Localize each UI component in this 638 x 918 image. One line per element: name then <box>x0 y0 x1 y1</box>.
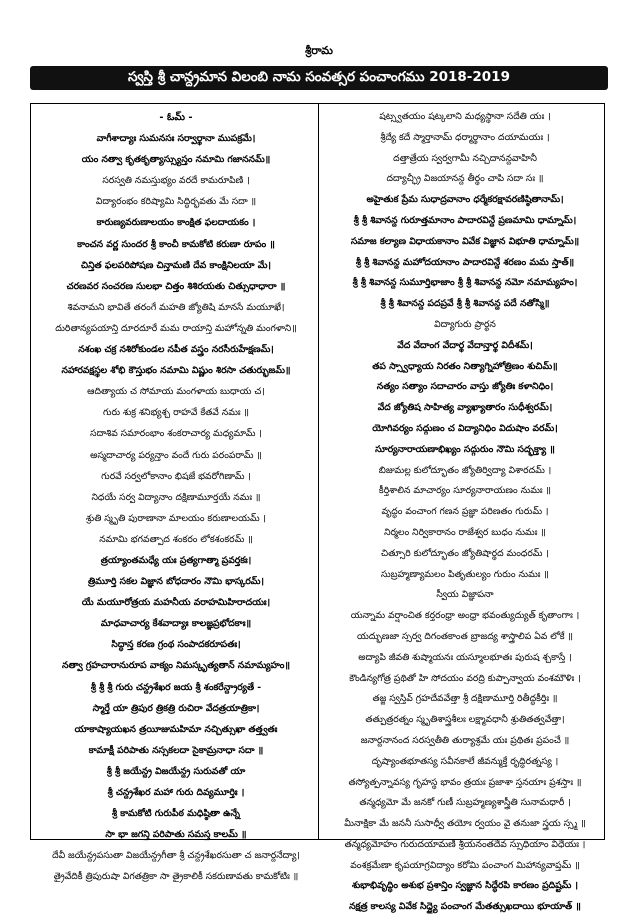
verse-line: శ్రుతి స్మృతి పురాణానా మాలయం కరుణాలయమ్ । <box>85 512 267 524</box>
verse-line: బిజుమల్ల కులోద్భూతం జ్యోతిర్విద్యా విశారదమ్ । <box>378 464 552 476</box>
verse-line: నిధయే సర్వ విద్యానాం దక్షిణామూర్తయే నమః ॥ <box>91 491 261 503</box>
verse-line: యద్భుణజా స్సర్వ దిగంతకాంత బ్రాజద్య శాస్త్రాలిప ఏవ లోకే ॥ <box>357 630 573 642</box>
verse-line: త్రయ్యాంతమధ్యే యః ప్రత్యగాత్మా ప్రవర్తకః। <box>100 554 252 566</box>
verse-line: నత్వా గ్రహచారానురూప వాక్యం నిమస్కృత్యతాన్ నమామ్యహం॥ <box>62 660 290 672</box>
verse-line: శ్రీ శ్రీ జయేన్ద్ర విజయేన్ద్ర సురువతో యా <box>106 765 246 777</box>
verse-line: దేవీ జయేన్ద్రపసుతా విజయేన్ద్రగీతా శ్రీ చన్ద్రశేఖరసుతా చ జనార్దనేద్యా। <box>52 850 300 862</box>
verse-line: శివనామని భావితే తరంగే మహతి జ్యోతిషి మానసే మయూఖే। <box>67 301 285 313</box>
verse-line: చిన్తిత ఫలపరిపోషణ చిన్తామణి దేవ కాంక్షినిలయా మే। <box>81 259 271 271</box>
verse-line: సమాజ కల్యాణ విధాయకానాం వివేక విజ్ఞాన విభూతి ధామ్నామ్॥ <box>350 235 580 247</box>
verse-line: త్రిమూర్తి సకల విజ్ఞాన బోధదారం నౌమి భాస్కరమ్। <box>87 576 264 588</box>
verse-line: విద్యారంభం కరిష్యామి సిద్ధిర్భవతు మే సదా ॥ <box>95 196 257 208</box>
verse-line: మీనాక్షికా మే జననీ సుసాధ్వీ తయోః ర్వయం వై తనుజా స్త్రయ స్స్మ ॥ <box>344 818 586 830</box>
verse-line: తప స్స్వాధ్యాయ నిరతం నిత్యాగ్నిహోత్రిణం శుచిమ్॥ <box>372 360 558 372</box>
verse-line: శ్రీ శ్రీ శివానన్ద పదప్రవే శ్రీ శ్రీ శివానన్ద పదే నతోస్మి॥ <box>380 298 550 310</box>
verse-line: శ్రీ శ్రీ శ్రీ గురు చన్ద్రశేఖర జయ శ్రీ శంకరేన్ద్రార్యతే - <box>90 681 262 693</box>
column-divider <box>318 103 319 840</box>
verse-line: దృష్యాంతభూతస్య సవీనకాలే జీవన్ముక్తే రృద్ధిరత్నస్య । <box>371 755 559 767</box>
verse-line: యాకాష్యాయఖన త్రయీజుమహిమా నచ్చిత్సుఖా తత్త్వతః <box>74 723 278 735</box>
verse-line: శ్రీ శ్రీ శివానన్ద సుమూర్తిభాజాం శ్రీ శ్రీ శివానన్ద నమో నమామ్యహం। <box>352 277 578 289</box>
verse-line: కాంచన వర్ణ సుందర శ్రీ కాంచీ కామకోటి కరుణా రూపం ॥ <box>77 238 275 250</box>
verse-line: తస్యోత్పన్నావస్య గృహస్థ భావం త్రయః ప్రజాశా స్తనయాః ప్రశస్తాః ॥ <box>348 776 582 788</box>
verse-line: నత్యం సత్యాం సదాచారం వాస్తు జ్యోతిః కళానిధిం। <box>376 381 554 393</box>
verse-line: మాధవాచార్య కేశవాద్యాః కాలజ్ఞప్రభోదకాః॥ <box>100 618 252 630</box>
title-banner <box>30 66 608 90</box>
verse-line: తన్మధ్యమోహం గురుదయామణి శ్రీయనంతదేవ స్సుధియాం విధేయః । <box>344 838 586 850</box>
verse-line: నమామి భగవత్పాద శంకరం లోకశంకరమ్ ॥ <box>99 533 253 545</box>
verse-line: సదాశివ సమారంభాం శంకరాచార్య మధ్యమామ్ । <box>90 428 262 440</box>
verse-line: విద్యాగురు ప్రార్థన <box>434 318 496 330</box>
verse-line: కామాక్షీ పరిపాతు నస్సకలదా సైకామ్రనాధా సదా ॥ <box>88 744 264 756</box>
verse-line: యే మయూరోత్రయ మహనీయ వరాహమిహిరాదయః। <box>81 597 271 609</box>
verse-line: యం నత్వా కృతకృత్యాస్స్యుస్తం నమామి గజాననమ్॥ <box>81 154 271 166</box>
verse-line: సుబ్రహ్మణ్యామలం పితృతుల్యం గురుం నుమః ॥ <box>381 568 549 580</box>
verse-line: ఆదిత్యాయ చ సోమాయ మంగళాయ బుధాయ చ। <box>87 386 265 398</box>
verse-line: శ్రీ శ్రీ శివానన్ద గురూత్తమానాం పాదారవిన్దే ప్రణమామి ధామ్నామ్। <box>353 214 577 226</box>
verse-line: సూర్యనారాయణాభిఖ్యం సద్గురుం నౌమి సద్భక్త్యా ॥ <box>375 443 555 455</box>
verse-line: వేద జ్యోతిష సాహిత్య వ్యాఖ్యాతారం సుధీశ్వరమ్। <box>377 402 553 414</box>
verse-line: - ఓమ్ - <box>159 112 193 123</box>
verse-line: శుభాభివృద్ధిం అశుభ ప్రశాన్తిం స్వజ్ఞాన సిద్ధేరపి కారణం ప్రదిష్టమ్ । <box>351 880 579 892</box>
verse-line: చిత్సూరి కులోద్భూతం జ్యోతిషార్థద మంధరమ్ । <box>381 547 549 559</box>
verse-line: సరస్వతి నమస్తుభ్యం వరదే కామరూపిణి । <box>102 175 250 187</box>
page-title: స్వస్తి శ్రీ చాన్ద్రమాన విలంబి నామ సంవత్సర పంచాంగము 2018-2019 <box>128 68 510 85</box>
verse-line: తత్పుత్రరత్నం స్మృతిశాస్త్రశీలః లక్ష్మావధానీ శ్రుతితత్వవేత్తా। <box>365 714 565 726</box>
verse-line: నక్షత్ర కాలస్య వివేక సిద్ధ్యై పంచాంగ మేతత్సుఖదాయి భూయాత్ ॥ <box>349 901 581 913</box>
verse-line: శ్రీ చన్ద్రశేఖర మహా గురు దివ్యమూర్తిః । <box>107 787 245 798</box>
verse-line: గురవే సర్వలోకానాం భిషజే భవరోగిణామ్ । <box>101 470 251 482</box>
right-column <box>324 107 606 918</box>
verse-line: నిర్మలం నిర్వికారానం రాజేశ్వర బుధం నుమః ॥ <box>384 526 546 538</box>
verse-line: జనార్దనానంద సరస్వతీతి తుర్యాశ్రమే యః ప్రథితః ప్రపంచే ॥ <box>360 734 570 746</box>
verse-line: కౌండిన్యగోత్ర ప్రథితో హి సోదయం వరద్రి కుప్పాన్వాయ వంశమౌళిః । <box>349 672 581 684</box>
verse-line: అస్మదాచార్య పర్యన్తాం వందే గురు పరంపరామ్ ॥ <box>90 449 262 461</box>
verse-line: కారుణ్యవరుణాలయం కాంక్షిత ఫలదాయకం । <box>96 217 256 229</box>
top-invocation: శ్రీరామ <box>305 44 333 57</box>
verse-line: సిద్ధాన్త కరణ గ్రంథ సంపాదకరూపతః। <box>111 639 241 651</box>
verse-line: గురు శుక్ర శనిభ్యశ్చ రాహవే కేతవే నమః ॥ <box>102 407 250 419</box>
verse-line: దురితాన్యపయాన్తి దూరదూరే మమ రాయాన్తి మహోన్నతి మంగళాని॥ <box>55 322 297 334</box>
verse-line: అహైతుక ప్రేమ సుధాద్రవానాం ధర్మేకరక్షావరణిష్ఠితానామ్। <box>366 194 564 206</box>
verse-line: షట్స్వతయం షట్కలాని మధ్యస్థానా సదేతి యః । <box>379 111 551 122</box>
verse-line: సా భా జగన్తి పరిపాతు సమస్త కాలమ్ ॥ <box>105 829 247 841</box>
verse-line: అద్యాపి జీవతి శుష్మాయనః యస్మూలభూతః పురుష శ్చకాస్తే । <box>358 651 572 663</box>
verse-line: దద్యాచ్ఛ్రీ విజయానన్ద తీర్థం చాపి సదా సః ॥ <box>386 173 544 185</box>
verse-line: శ్రీ కామకోటి గురుపీఠ మధిష్ఠితా ఉన్నే <box>112 808 240 820</box>
verse-line: తన్మధ్యమో మే జనకో గుణీ సుబ్రహ్మణ్యశాస్త్రీతి సునామధారీ । <box>359 797 571 809</box>
verse-line: శ్రీ శ్రీ శివానన్ద మహోదయానాం పాదారవిన్దే శరణం మమ స్తాత్॥ <box>355 256 575 268</box>
verse-line: నశంఖ చక్ర నశిరోకుండల నపీత వస్త్రం నరసీరుహేక్షణమ్। <box>78 344 274 356</box>
verse-line: కీర్తిశాలిన మాచార్యం సూర్యనారాయణం నుమః ॥ <box>378 485 552 497</box>
left-column <box>35 107 317 887</box>
verse-line: దత్తాత్రేయ స్వర్వగామీ నచ్చిదానన్దవాహినీ <box>393 152 537 164</box>
verse-line: వాగీశాద్యాః సుమనసః సర్వార్థానా ముపక్రమే। <box>96 133 256 145</box>
verse-line: వేద వేదాంగ వేదార్థ వేదాన్తార్థ విదీశమ్। <box>397 339 533 351</box>
verse-line: నహారవక్షస్థల శోభి కౌస్తుభం నమామి విష్ణుం శిరసా చతుర్భుజమ్॥ <box>61 365 291 377</box>
verse-line: వృద్ధం వంచాంగ గణన ప్రజ్ఞా పరిణతం గురుమ్ । <box>381 506 549 518</box>
verse-line: యోగివర్యం సద్గుణం చ విద్యానిధిం విదుషాం వరమ్। <box>372 422 558 434</box>
verse-line: చరణవర సంచరణ సులభా చిత్తం శిశిరయతు చిత్సుధాధారా ॥ <box>66 280 286 292</box>
verse-line: స్వీయ విజ్ఞాపనా <box>436 589 494 601</box>
verse-line: యన్నామ వర్షాంచిత కర్తరంధ్రా అంధ్రా భవంత్యుద్యుత్ కృతాంగాః । <box>350 610 580 622</box>
verse-line: శ్రీద్యే కదే స్మార్తానామ్ ధర్మార్థానాం దయామయః । <box>380 131 550 143</box>
verse-line: త్రైవేదికీ త్రిపురుషా విగతత్రికా సా త్రైకాలికీ సకరుణావతు కామకోటిః ॥ <box>53 871 299 883</box>
verse-line: స్మార్తే యా త్రిపుర త్రికత్రి రుచిరా వేదత్రయాత్రికా। <box>92 702 260 714</box>
verse-line: తజ్జ స్వస్తివ్ గ్రహదేవవేత్తా శ్రీ దక్షిణామూర్తి రితీద్ధకీర్తిః ॥ <box>372 693 558 705</box>
verse-line: వంశక్రమేణా కృపయాగ్రవిద్యాం కరోమి పంచాంగ మిహాన్యవాప్తమ్ ॥ <box>350 859 580 871</box>
